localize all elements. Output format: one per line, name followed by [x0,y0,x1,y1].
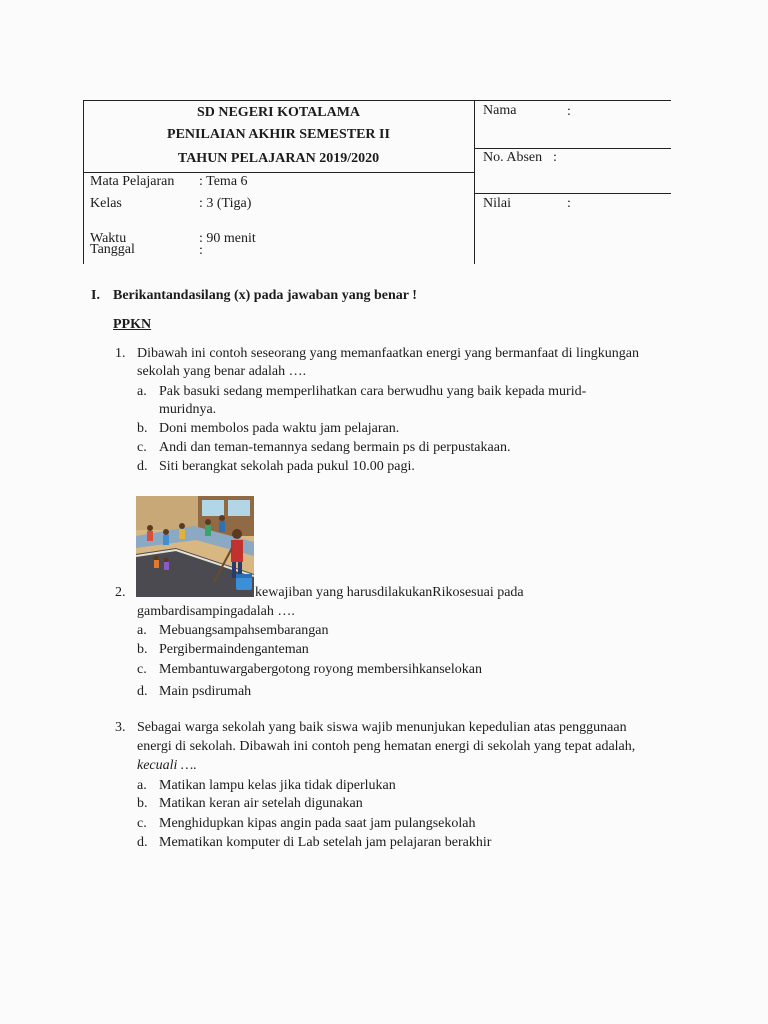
option-text: Matikan keran air setelah digunakan [159,796,363,811]
question-text-line: Sebagai warga sekolah yang baik siswa wajib menunjukan kepedulian atas penggunaan [137,720,627,735]
table-border-top [83,100,671,101]
question-number: 3. [115,720,126,735]
option-text: Siti berangkat sekolah pada pukul 10.00 pagi. [159,459,415,474]
option-text: Mematikan komputer di Lab setelah jam pelajaran berakhir [159,835,492,850]
option-text: Main psdirumah [159,684,252,699]
section-instruction: Berikantandasilang (x) pada jawaban yang benar ! [113,288,417,303]
name-label: Nama [483,103,517,118]
absen-label: No. Absen [483,150,543,165]
option-text: Matikan lampu kelas jika tidak diperlukan [159,778,396,793]
option-letter: d. [137,684,148,699]
option-letter: d. [137,459,148,474]
option-text: muridnya. [159,402,217,417]
question-text-line: Dibawah ini contoh seseorang yang memanfaatkan energi yang bermanfaat di lingkungan [137,346,640,361]
table-divider [474,100,475,264]
question-number: 1. [115,346,126,361]
score-label: Nilai [483,196,511,211]
option-text: Menghidupkan kipas angin pada saat jam pulangsekolah [159,816,476,831]
option-text: Pergibermaindenganteman [159,642,309,657]
option-letter: a. [137,623,147,638]
row-label-time: Waktu [90,231,127,246]
row-label-subject: Mata Pelajaran [90,174,175,189]
absen-colon: : [553,150,557,165]
table-border-left [83,100,84,264]
row-value-subject: : Tema 6 [199,174,248,189]
option-letter: a. [137,778,147,793]
question-text-line: sekolah yang benar adalah …. [137,364,307,379]
option-letter: c. [137,440,147,455]
row-value-class: : 3 (Tiga) [199,196,252,211]
row-label-date: Tanggal [90,242,135,257]
option-letter: c. [137,816,147,831]
row-value-time: : 90 menit [199,231,256,246]
name-colon: : [567,104,571,119]
exam-title: PENILAIAN AKHIR SEMESTER II [167,127,390,142]
option-text: Pak basuki sedang memperlihatkan cara berwudhu yang baik kepada murid- [159,384,587,399]
question-text-line-italic: kecuali …. [137,758,197,773]
question-text-line: energi di sekolah. Dibawah ini contoh peng hematan energi di sekolah yang tepat adalah, [137,739,636,754]
school-year: TAHUN PELAJARAN 2019/2020 [177,151,380,166]
gotong-royong-illustration [136,496,254,597]
subject-title: PPKN [113,317,152,332]
row-value-date: : [199,243,203,258]
question-number: 2. [115,585,126,600]
question-text-line: gambardisampingadalah …. [137,604,295,619]
table-rule-left [83,172,474,173]
option-text: Doni membolos pada waktu jam pelajaran. [159,421,400,436]
option-letter: c. [137,662,147,677]
option-letter: b. [137,796,148,811]
option-text: Andi dan teman-temannya sedang bermain ps di perpustakaan. [159,440,511,455]
section-number: I. [91,288,100,303]
option-letter: a. [137,384,147,399]
question-text-line: kewajiban yang harusdilakukanRikosesuai pada [255,585,524,600]
school-name: SD NEGERI KOTALAMA [196,105,361,120]
option-letter: b. [137,421,148,436]
row-label-class: Kelas [90,196,122,211]
score-colon: : [567,196,571,211]
table-rule-right-1 [474,148,671,149]
illustration-svg [136,496,254,597]
option-text: Membantuwargabergotong royong membersihkanselokan [159,662,482,677]
option-letter: d. [137,835,148,850]
exam-header-table [83,100,671,264]
table-rule-right-2 [474,193,671,194]
option-letter: b. [137,642,148,657]
option-text: Mebuangsampahsembarangan [159,623,329,638]
